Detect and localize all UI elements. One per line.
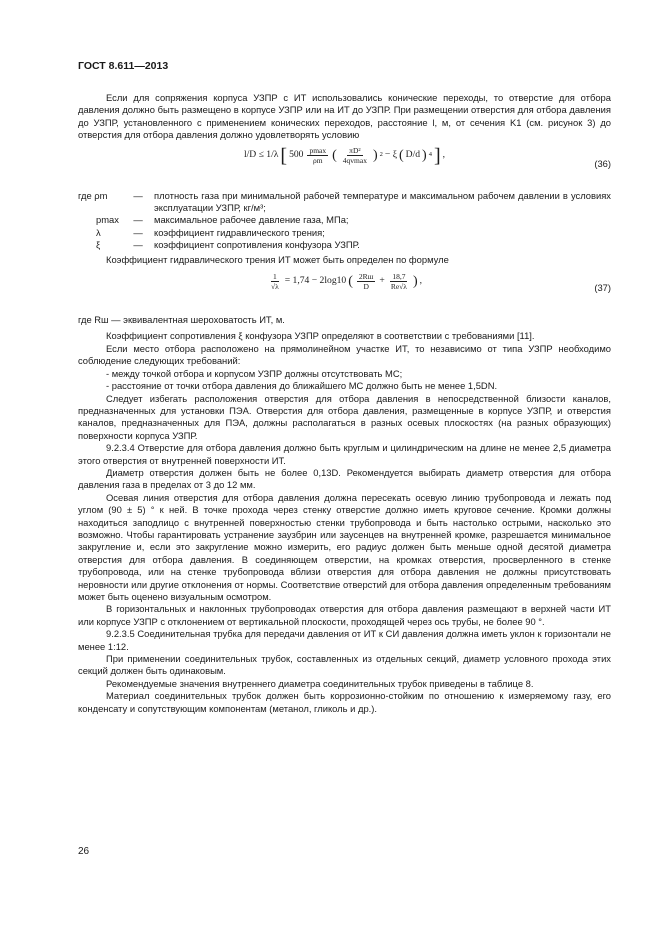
formula-36-pmax: pmax — [309, 146, 327, 156]
formula-36-rho: ρm — [313, 156, 323, 166]
formula-36-coef: 500 — [289, 149, 304, 161]
paragraph-10: 9.2.3.5 Соединительная трубка для передачи давления от ИТ к СИ давления должна иметь уклон к горизонтали не менее 1:12. — [78, 628, 611, 652]
formula-37-rhs: = 1,74 − 2log10 — [284, 275, 347, 287]
formula-36-lhs: l/D ≤ 1/λ — [243, 149, 279, 161]
paragraph-9: В горизонтальных и наклонных трубопроводах отверстия для отбора давления размещают в верхней части ИТ или корпусе УЗПР с отклонением от вертикальной плоскости, проходящей через ось трубы, не более 90 °. — [78, 603, 611, 627]
paragraph-13: Материал соединительных трубок должен быть коррозионно-стойким по отношению к измеряемому газу, его конденсату и сопутствующим компонентам (метанол, гликоль и др.). — [78, 690, 611, 714]
paragraph-11: При применении соединительных трубок, составленных из отдельных секций, диаметр условного прохода этих секций должен быть одинаковым. — [78, 653, 611, 677]
paragraph-8: Осевая линия отверстия для отбора давления должна пересекать осевую линию трубопровода и лежать под углом (90 ± 5) ° к ней. В точке прохода через стенку отверстие должно иметь круговое сечение. Кромки должны находиться заподлицо с внутренней поверхностью стенки трубопровода и быть настолько острыми, насколько это возможно. Чтобы гарантировать устранение заузбрин или заусенцев на внутренней кромке, разрешается минимальное закругление и, если это закругление можно измерить, его радиус должен быть меньше одной десятой диаметра отверстия для отбора давления. В соединяющем отверстии, на кромках отверстия, просверленного в стенке трубопровода, или на стенке трубопровода вблизи отверстия для отбора давления не должны присутствовать неровности или другие отклонения от нормы. Соответствие отверстий для отбора давления определенным требованиям может быть оценено визуальным осмотром. — [78, 491, 611, 602]
formula-36-pid2: πD² — [349, 146, 361, 156]
formula-37-number: (37) — [594, 282, 611, 294]
formula-36: l/D ≤ 1/λ [ 500 $\frac{pmax}{\rho m}$ ( $\frac{\text{πD²}}{4qvmax}$ ) 2 − ξ ( D/d ) 4 ] , (36) — [243, 144, 611, 169]
formula-37: $\frac{1}{√\lambda}$ = 1,74 − 2log10 ( $\frac{2Rш}{D}$ + $\frac{18,7}{Re√\lambda}$ ) , (37) — [270, 272, 611, 294]
page-number: 26 — [78, 846, 90, 857]
list-item: - расстояние от точки отбора давления до ближайшего МС должно быть не менее 1,5DN. — [106, 380, 498, 392]
definition-row: λ — коэффициент гидравлического трения; — [96, 226, 325, 238]
formula-36-Dd: D/d — [405, 149, 421, 161]
paragraph-12: Рекомендуемые значения внутреннего диаметра соединительных трубок приведены в таблице 8. — [106, 677, 534, 689]
definition-row: ξ — коэффициент сопротивления конфузора УЗПР. — [96, 239, 360, 251]
paragraph-5: Следует избегать расположения отверстия для отбора давления в непосредственной близости каналов, предназначенных для установки ПЭА. Отверстия для отбора давления, размещенные в корпусе УЗПР, и отверстия каналов, предназначенных для ПЭА, должны располагаться в разных осевых плоскостях (на разных образующих) поверхности корпуса УЗПР. — [78, 392, 611, 441]
paragraph-3: Коэффициент сопротивления ξ конфузора УЗПР определяют в соответствии с требованиями [11]. — [106, 330, 535, 342]
formula-36-exp2: 2 — [379, 151, 383, 159]
paragraph-2: Коэффициент гидравлического трения ИТ может быть определен по формуле — [106, 253, 449, 265]
paragraph-1: Если для сопряжения корпуса УЗПР с ИТ использовались конические переходы, то отверстие для отбора давления должно быть размещено в корпусе УЗПР или на ИТ до УЗПР. При размещении отверстия для отбора давления до УЗПР, установленного с применением конических переходов, расстояние l, м, от сечения K1 (см. рисунок 3) до отверстия для отбора давления должно удовлетворять условию — [78, 92, 611, 141]
definition-row: где ρm — плотность газа при минимальной рабочей температуре и максимальном рабочем давлении в условиях эксплуатации УЗПР, кг/м³; — [78, 189, 611, 214]
document-body — [78, 92, 611, 715]
formula-36-minus-xi: − ξ — [384, 149, 397, 161]
formula-36-qvmax: 4qvmax — [342, 156, 367, 166]
definition-37: где Rш — эквивалентная шероховатость ИТ, м. — [78, 314, 285, 326]
definition-row: pmax — максимальное рабочее давление газа, МПа; — [96, 214, 349, 226]
formula-36-exp4: 4 — [428, 151, 432, 159]
page-header-title: ГОСТ 8.611—2013 — [78, 60, 169, 72]
paragraph-6: 9.2.3.4 Отверстие для отбора давления должно быть круглым и цилиндрическим на длине не менее 2,5 диаметра этого отверстия от внутренней поверхности ИТ. — [78, 442, 611, 466]
paragraph-7: Диаметр отверстия должен быть не более 0,13D. Рекомендуется выбирать диаметр отверстия для отбора давления газа в пределах от 3 до 12 мм. — [78, 466, 611, 491]
formula-36-number: (36) — [594, 157, 611, 169]
definitions-36 — [78, 190, 611, 252]
list-item: - между точкой отбора и корпусом УЗПР должны отсутствовать МС; — [106, 367, 403, 379]
paragraph-4: Если место отбора расположено на прямолинейном участке ИТ, то независимо от типа УЗПР необходимо соблюдение следующих требований: — [78, 342, 611, 367]
